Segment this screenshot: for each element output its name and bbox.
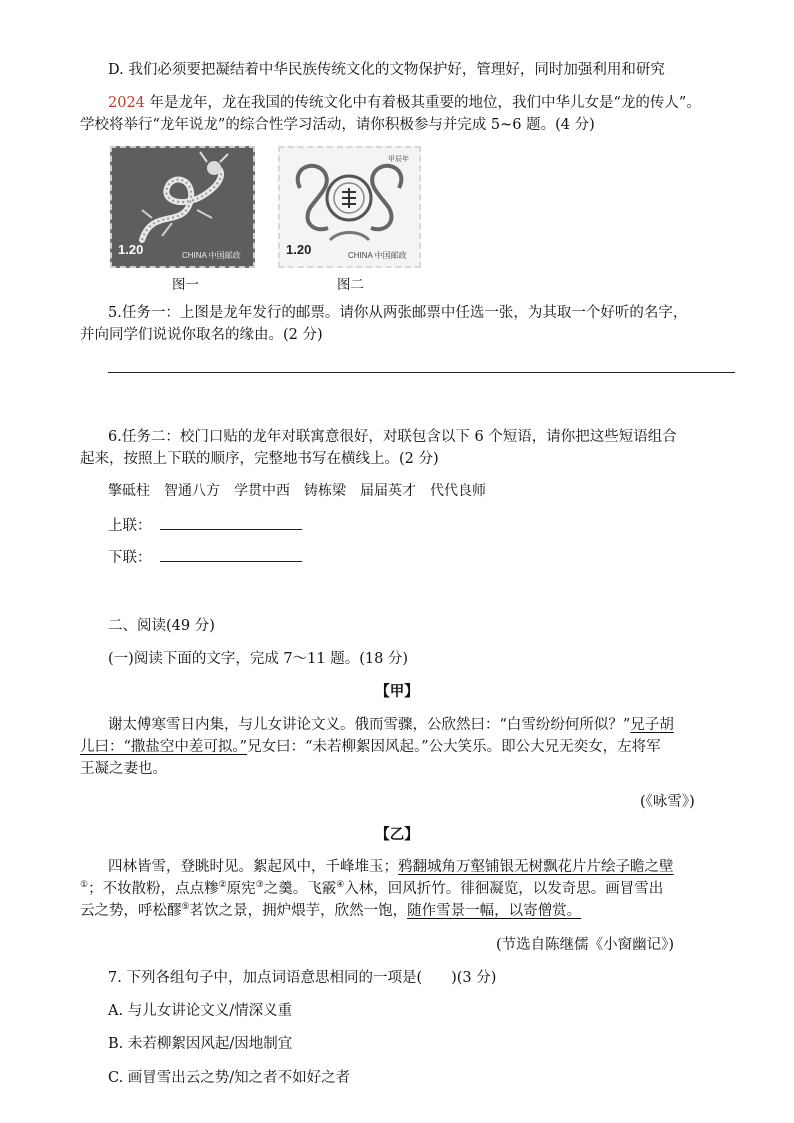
lower-label: 下联：: [108, 550, 152, 566]
lower-answer-line[interactable]: [160, 561, 302, 562]
q5-line2: 并向同学们说说你取名的缘由。(2 分): [80, 327, 323, 343]
upper-label: 上联：: [108, 518, 152, 534]
q5-answer-line[interactable]: [108, 372, 735, 373]
intro-line2: 学校将举行“龙年说龙”的综合性学习活动，请你积极参与并完成 5~6 题。(4 分): [80, 117, 595, 133]
phrase-5: 届届英才: [360, 483, 416, 499]
q7-option-a[interactable]: A. 与儿女讲论文义/情深义重: [108, 1003, 293, 1019]
jia-line1-text: 谢太傅寒雪日内集，与儿女讲论文义。俄而雪骤，公欣然曰：“白雪纷纷何所似？”: [108, 717, 631, 733]
fig2-caption: 图二: [337, 277, 364, 293]
intro-line1: [108, 91, 701, 112]
q7-option-b[interactable]: B. 未若柳絮因风起/因地制宜: [108, 1036, 293, 1052]
yi-line3-a: 云之势，呼松醪: [80, 903, 182, 919]
q7-option-c[interactable]: C. 画冒雪出云之势/知之者不如好之者: [108, 1070, 351, 1086]
note-1: ①: [80, 880, 89, 891]
yi-title: [0, 823, 794, 844]
q7-stem: 7. 下列各组句子中，加点词语意思相同的一项是( )(3 分): [108, 970, 497, 986]
yi-line2-h: 入林，回风折竹。徘徊凝览，以发奇思。画冒雪出: [344, 881, 664, 897]
q6-line2: 起来，按照上下联的顺序，完整地书写在横线上。(2 分): [80, 451, 439, 467]
intro-line1-text: 年是龙年，龙在我国的传统文化中有着极其重要的地位，我们中华儿女是“龙的传人”。: [144, 95, 701, 111]
stamp1-value: 1.20: [118, 242, 144, 257]
jia-line1: [108, 713, 674, 734]
jia-line1-underlined: 兄子胡: [630, 717, 674, 733]
phrase-3: 学贯中西: [234, 483, 290, 499]
jia-title: [0, 680, 794, 701]
jia-line2-text: 兄女曰：“未若柳絮因风起。”公大笑乐。即公大兄无奕女，左将军: [247, 739, 661, 755]
jia-line3: 王凝之妻也。: [80, 761, 167, 777]
q5-line1: 5.任务一：上图是龙年发行的邮票。请你从两张邮票中任选一张，为其取一个好听的名字，: [108, 305, 688, 321]
yi-line3-c: 茗饮之景，拥炉煨芋，欣然一饱，: [189, 903, 408, 919]
yi-line1-text: 四林皆雪，登眺时见。絮起风中，千峰堆玉；: [108, 859, 398, 875]
stamp-figure-1: [110, 146, 255, 268]
note-2: ②: [218, 880, 227, 891]
yi-source: (节选自陈继儒《小窗幽记》): [496, 937, 675, 953]
intro-year: 2024: [108, 95, 145, 111]
note-4: ④: [336, 880, 345, 891]
stamp1-brand: CHINA 中国邮政: [182, 251, 241, 260]
section2-sub: (一)阅读下面的文字，完成 7～11 题。(18 分): [108, 651, 409, 667]
yi-line1: [108, 855, 674, 876]
stamp2-value: 1.20: [286, 242, 312, 257]
note-3: ③: [255, 880, 264, 891]
yi-title-text: 【乙】: [375, 826, 419, 843]
yi-line2-d: 原宪: [226, 881, 256, 897]
yi-line2-b: ；不妆散粉，点点糁: [88, 881, 219, 897]
q6-line1: 6.任务二：校门口贴的龙年对联寓意很好，对联包含以下 6 个短语，请你把这些短语组合: [108, 429, 677, 445]
phrase-2: 智通八方: [164, 483, 220, 499]
yi-line2: [80, 877, 663, 898]
upper-answer-line[interactable]: [160, 529, 302, 530]
phrase-4: 铸栋梁: [304, 483, 346, 499]
fig1-caption: 图一: [172, 277, 199, 293]
jia-title-text: 【甲】: [375, 683, 419, 700]
section2-heading: 二、阅读(49 分): [108, 618, 215, 634]
note-5: ⑤: [181, 902, 190, 913]
phrase-6: 代代良师: [430, 483, 486, 499]
q6-phrases: [108, 480, 486, 500]
jia-line2: [80, 735, 661, 756]
yi-line1-underlined: 鸦翻城角万壑铺银无树飘花片片绘子瞻之壁: [398, 859, 674, 875]
phrase-1: 擎砥柱: [108, 483, 150, 499]
stamp2-brand: CHINA 中国邮政: [348, 251, 407, 260]
yi-line2-f: 之羹。飞霰: [263, 881, 337, 897]
stamp-figure-2: [278, 146, 421, 268]
stamp2-year: 甲辰年: [388, 155, 409, 163]
yi-line3: [80, 899, 581, 920]
jia-source: (《咏雪》): [640, 794, 695, 810]
jia-line2-underlined: 儿曰：“撒盐空中差可拟。”: [80, 739, 248, 755]
option-d: D. 我们必须要把凝结着中华民族传统文化的文物保护好，管理好，同时加强利用和研究: [108, 62, 665, 78]
yi-line3-underlined: 随作雪景一幅，以寄僧赏。: [407, 903, 582, 919]
